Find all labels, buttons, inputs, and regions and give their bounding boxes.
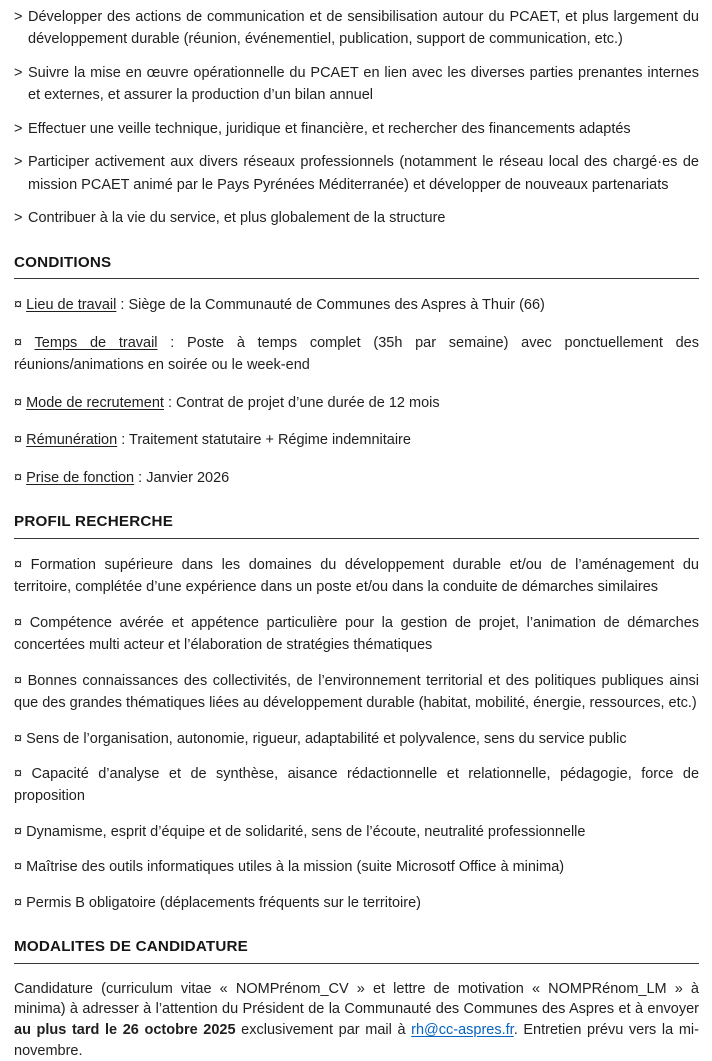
currency-bullet: ¤: [14, 297, 27, 314]
mission-item: [14, 151, 699, 196]
condition-value: Poste à temps complet (35h par semaine) avec ponctuellement des réunions/animations en soirée ou le week-end: [14, 334, 699, 374]
condition-value: Siège de la Communauté de Communes des Aspres à Thuir (66): [128, 297, 545, 314]
profil-item: [14, 554, 699, 599]
condition-item: [14, 392, 699, 414]
conditions-heading: CONDITIONS: [14, 251, 699, 280]
profil-item: [14, 763, 699, 808]
mission-item: [14, 62, 699, 107]
label-separator: :: [157, 334, 188, 351]
currency-bullet: ¤: [14, 469, 27, 486]
deadline-bold: au plus tard le 26 octobre 2025: [14, 1022, 236, 1039]
label-separator: :: [134, 469, 147, 486]
candidature-middle: exclusivement par mail à: [235, 1022, 412, 1039]
label-separator: :: [117, 432, 129, 449]
currency-bullet: ¤: [14, 730, 27, 747]
condition-item: [14, 294, 699, 316]
profil-text: Bonnes connaissances des collectivités, de l’environnement territorial et des politiques publiques ainsi que des grandes thématiques liées au développement durable (habitat, mobilité, énergie, ressources, etc.): [14, 672, 700, 712]
profil-text: Capacité d’analyse et de synthèse, aisance rédactionnelle et relationnelle, pédagogie, force de proposition: [14, 765, 700, 805]
currency-bullet: ¤: [14, 556, 31, 573]
profil-item: [14, 821, 699, 843]
section-conditions: [14, 251, 699, 489]
condition-label: Temps de travail: [34, 334, 158, 351]
currency-bullet: ¤: [14, 765, 32, 782]
profil-text: Sens de l’organisation, autonomie, rigueur, adaptabilité et polyvalence, sens du service public: [26, 730, 627, 747]
profil-text: Permis B obligatoire (déplacements fréquents sur le territoire): [26, 894, 421, 911]
mission-item: [14, 118, 699, 140]
profil-heading: PROFIL RECHERCHE: [14, 510, 699, 539]
condition-value: Traitement statutaire + Régime indemnitaire: [129, 432, 411, 449]
profil-text: Maîtrise des outils informatiques utiles à la mission (suite Microsotf Office à minima): [26, 859, 565, 876]
profil-text: Formation supérieure dans les domaines du développement durable et/ou de l’aménagement du territoire, complétée d’une expérience dans un poste et/ou dans la conduite de démarches similaires: [14, 556, 699, 596]
label-separator: :: [163, 394, 177, 411]
condition-item: [14, 467, 699, 489]
candidature-paragraph: [14, 979, 699, 1061]
label-separator: :: [116, 297, 129, 314]
currency-bullet: ¤: [14, 672, 28, 689]
currency-bullet: ¤: [14, 894, 27, 911]
condition-label: Lieu de travail: [26, 297, 117, 314]
currency-bullet: ¤: [14, 614, 30, 631]
condition-label: Rémunération: [26, 432, 118, 449]
currency-bullet: ¤: [14, 334, 35, 351]
mission-text: Développer des actions de communication et de sensibilisation autour du PCAET, et plus largement du développement durable (réunion, événementiel, publication, support de communication, etc.): [28, 9, 699, 48]
mission-item: [14, 6, 699, 51]
chevron-bullet: >: [14, 9, 27, 25]
currency-bullet: ¤: [14, 394, 27, 411]
profil-text: Dynamisme, esprit d’équipe et de solidarité, sens de l’écoute, neutralité professionnelle: [26, 823, 586, 840]
profil-item: [14, 892, 699, 914]
profil-item: [14, 856, 699, 878]
candidature-end: . Entretien prévu vers la mi-novembre.: [14, 1022, 699, 1059]
condition-label: Mode de recrutement: [26, 394, 164, 411]
profil-item: [14, 670, 699, 715]
mission-text: Participer activement aux divers réseaux professionnels (notamment le réseau local des chargé·es de mission PCAET animé par le Pays Pyrénées Méditerranée) et développer de nouveaux partenariats: [28, 154, 699, 193]
missions-list: [14, 6, 699, 230]
mission-text: Suivre la mise en œuvre opérationnelle du PCAET en lien avec les diverses parties prenantes internes et externes, et assurer la production d’un bilan annuel: [28, 64, 699, 104]
profil-text: Compétence avérée et appétence particulière pour la gestion de projet, l’animation de démarches concertées multi acteur et l’élaboration de stratégies thématiques: [14, 614, 700, 654]
section-modalites: [14, 935, 699, 1061]
condition-item: [14, 429, 699, 451]
profil-item: [14, 612, 699, 657]
condition-value: Janvier 2026: [146, 469, 230, 486]
mission-text: Effectuer une veille technique, juridique et financière, et rechercher des financements adaptés: [28, 120, 631, 137]
condition-item: [14, 332, 699, 377]
section-profil: [14, 510, 699, 914]
chevron-bullet: >: [14, 210, 27, 227]
mission-item: [14, 207, 699, 229]
chevron-bullet: >: [14, 120, 27, 137]
currency-bullet: ¤: [14, 823, 27, 840]
candidature-intro: Candidature (curriculum vitae « NOMPrénom_CV » et lettre de motivation « NOMPRénom_LM » à minima) à adresser à l’attention du Président de la Communauté des Communes des Aspres et à envoyer: [14, 980, 699, 1018]
currency-bullet: ¤: [14, 859, 27, 876]
modalites-heading: MODALITES DE CANDIDATURE: [14, 935, 699, 964]
email-link[interactable]: rh@cc-aspres.fr: [411, 1022, 514, 1039]
chevron-bullet: >: [14, 154, 27, 171]
chevron-bullet: >: [14, 64, 27, 81]
condition-label: Prise de fonction: [26, 469, 135, 486]
profil-item: [14, 728, 699, 750]
mission-text: Contribuer à la vie du service, et plus globalement de la structure: [28, 210, 446, 227]
condition-value: Contrat de projet d’une durée de 12 mois: [176, 394, 440, 411]
currency-bullet: ¤: [14, 432, 27, 449]
